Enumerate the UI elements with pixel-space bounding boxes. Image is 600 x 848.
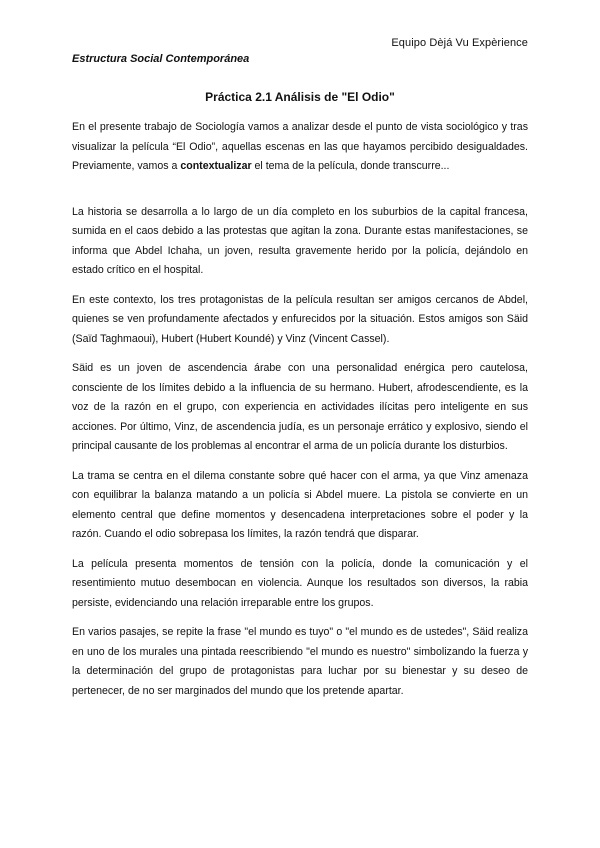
team-name: Equipo Dèjá Vu Expèrience — [391, 37, 528, 49]
paragraph-story: La historia se desarrolla a lo largo de un día completo en los suburbios de la capital francesa, sumida en el caos debido a las protestas que agitan la zona. Durante estas manifestaciones, se informa que Abdel Ichaha, un joven, resulta gravemente herido por la policía, dejándolo en estado crítico en el hospital. — [72, 205, 528, 276]
paragraph-context: En este contexto, los tres protagonistas de la película resultan ser amigos cercanos de Abdel, quienes se ven profundamente afectados y enfurecidos por la situación. Estos amigos son Säid (Saïd Taghmaoui), Hubert (Hubert Koundé) y Vinz (Vincent Cassel). — [72, 293, 528, 345]
paragraph-plot: La trama se centra en el dilema constante sobre qué hacer con el arma, ya que Vinz amenaza con equilibrar la balanza matando a un policía si Abdel muere. La pistola se convierte en un elemento central que define momentos y desencadena interpretaciones sobre el poder y la razón. Cuando el odio sobrepasa los límites, la razón tendrá que disparar. — [72, 469, 528, 540]
intro-bold-word: contextualizar — [180, 160, 252, 172]
intro-text-start: En el presente trabajo de Sociología vamos a analizar desde el punto de vista sociológico y tras visualizar la película “El Odio”, aquellas escenas en las que hayamos percibido desigualdades. Previamente, vamos a — [72, 121, 528, 172]
paragraph-world: En varios pasajes, se repite la frase "el mundo es tuyo" o "el mundo es de ustedes", Säid realiza en uno de los murales una pintada reescribiendo "el mundo es nuestro" simbolizando la fuerza y la determinación del grupo de protagonistas para luchar por su bienestar y su deseo de pertenecer, de no ser marginados del mundo que los pretende apartar. — [72, 626, 528, 697]
paragraph-characters: Säid es un joven de ascendencia árabe con una personalidad enérgica pero cautelosa, consciente de los límites debido a la influencia de su hermano. Hubert, afrodescendiente, es la voz de la razón en el grupo, con experiencia en actividades ilícitas pero inteligente en sus acciones. Por último, Vinz, de ascendencia judía, es un personaje errático y explosivo, siendo el principal causante de los problemas al encontrar el arma de un policía durante los disturbios. — [72, 362, 528, 452]
course-name: Estructura Social Contemporánea — [72, 53, 250, 65]
page-title: Práctica 2.1 Análisis de "El Odio" — [205, 90, 395, 104]
document-body — [72, 118, 528, 701]
paragraph-intro — [72, 118, 528, 177]
intro-text-end: el tema de la película, donde transcurre... — [251, 160, 450, 172]
paragraph-tension: La película presenta momentos de tensión con la policía, donde la comunicación y el resentimiento mutuo desembocan en violencia. Aunque los resultados son diversos, la rabia persiste, evidenciando una relación irreparable entre los grupos. — [72, 557, 528, 609]
